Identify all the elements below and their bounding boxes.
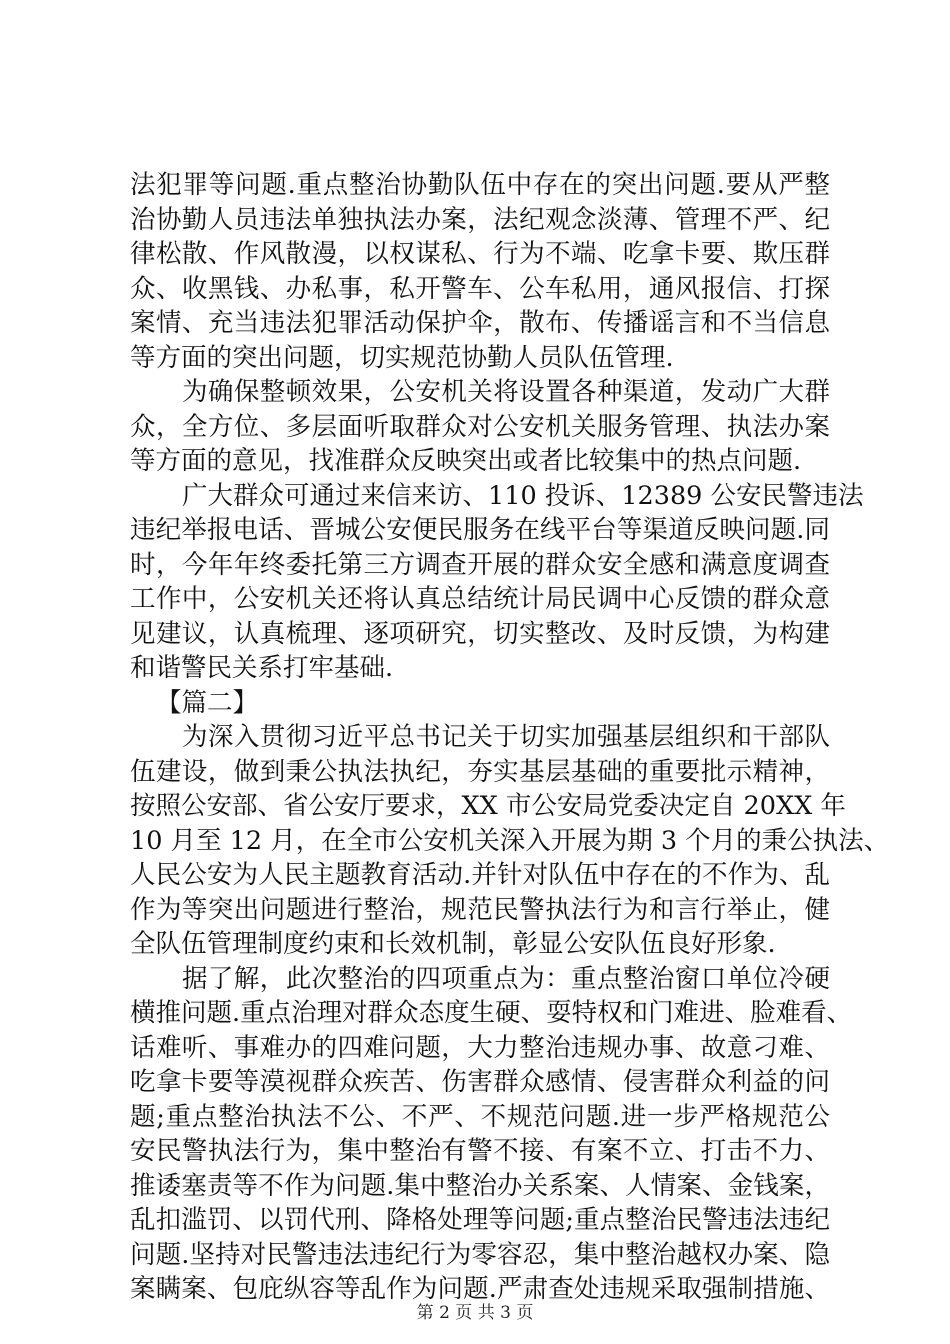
text-line: 律松散、作风散漫，以权谋私、行为不端、吃拿卡要、欺压群 bbox=[130, 239, 830, 269]
text-line: 众，全方位、多层面听取群众对公安机关服务管理、执法办案 bbox=[130, 411, 830, 442]
text-line: 据了解，此次整治的四项重点为：重点整治窗口单位冷硬 bbox=[182, 963, 830, 994]
text-line: 见建议，认真梳理、逐项研究，切实整改、及时反馈，为构建 bbox=[130, 618, 830, 649]
text-line: 伍建设，做到秉公执法执纪，夯实基层基础的重要批示精神， bbox=[130, 756, 830, 787]
text-line: 题;重点整治执法不公、不严、不规范问题.进一步严格规范公 bbox=[130, 1101, 830, 1132]
text-line: 治协勤人员违法单独执法办案，法纪观念淡薄、管理不严、纪 bbox=[130, 204, 830, 235]
text-line: 为深入贯彻习近平总书记关于切实加强基层组织和干部队 bbox=[182, 722, 830, 752]
paragraph bbox=[130, 720, 890, 962]
paragraph bbox=[130, 168, 830, 375]
text-line: 人民公安为人民主题教育活动.并针对队伍中存在的不作为、乱 bbox=[130, 860, 830, 890]
text-line: 众、收黑钱、办私事，私开警车、公车私用，通风报信、打探 bbox=[130, 273, 830, 304]
text-line: 案情、充当违法犯罪活动保护伞，散布、传播谣言和不当信息 bbox=[130, 308, 830, 338]
text-line: 按照公安部、省公安厅要求，XX 市公安局党委决定自 20XX 年 bbox=[130, 791, 846, 821]
text-line: 等方面的意见，找准群众反映突出或者比较集中的热点问题. bbox=[130, 446, 802, 476]
text-line: 时，今年年终委托第三方调查开展的群众安全感和满意度调查 bbox=[130, 549, 830, 580]
text-line: 【篇二】 bbox=[156, 687, 259, 718]
text-line: 等方面的突出问题，切实规范协勤人员队伍管理. bbox=[130, 342, 674, 373]
text-line: 话难听、事难办的四难问题，大力整治违规办事、故意刁难、 bbox=[130, 1032, 830, 1063]
text-line: 作为等突出问题进行整治，规范民警执法行为和言行举止，健 bbox=[130, 894, 830, 925]
text-line: 和谐警民关系打牢基础. bbox=[130, 653, 394, 683]
document-body bbox=[130, 168, 890, 1307]
paragraph bbox=[130, 962, 853, 1307]
paragraph bbox=[130, 479, 864, 686]
text-line: 横推问题.重点治理对群众态度生硬、耍特权和门难进、脸难看、 bbox=[130, 998, 853, 1028]
text-line: 法犯罪等问题.重点整治协勤队伍中存在的突出问题.要从严整 bbox=[130, 170, 830, 200]
page-footer: 第 2 页 共 3 页 bbox=[416, 1303, 534, 1323]
text-line: 吃拿卡要等漠视群众疾苦、伤害群众感情、侵害群众利益的问 bbox=[130, 1067, 830, 1097]
text-line: 安民警执法行为，集中整治有警不接、有案不立、打击不力、 bbox=[130, 1136, 830, 1166]
text-line: 案瞒案、包庇纵容等乱作为问题.严肃查处违规采取强制措施、 bbox=[130, 1274, 830, 1304]
text-line: 工作中，公安机关还将认真总结统计局民调中心反馈的群众意 bbox=[130, 584, 830, 614]
text-line: 全队伍管理制度约束和长效机制，彰显公安队伍良好形象. bbox=[130, 929, 776, 959]
paragraph bbox=[130, 375, 830, 479]
text-line: 违纪举报电话、晋城公安便民服务在线平台等渠道反映问题.同 bbox=[130, 515, 830, 545]
text-line: 为确保整顿效果，公安机关将设置各种渠道，发动广大群 bbox=[182, 377, 830, 407]
text-line: 10 月至 12 月，在全市公安机关深入开展为期 3 个月的秉公执法、 bbox=[130, 825, 890, 856]
text-line: 问题.坚持对民警违法违纪行为零容忍，集中整治越权办案、隐 bbox=[130, 1239, 830, 1270]
text-line: 推诿塞责等不作为问题.集中整治办关系案、人情案、金钱案， bbox=[130, 1170, 830, 1201]
section-heading bbox=[130, 686, 830, 721]
text-line: 乱扣滥罚、以罚代刑、降格处理等问题;重点整治民警违法违纪 bbox=[130, 1205, 830, 1235]
text-line: 广大群众可通过来信来访、110 投诉、12389 公安民警违法 bbox=[182, 480, 864, 511]
